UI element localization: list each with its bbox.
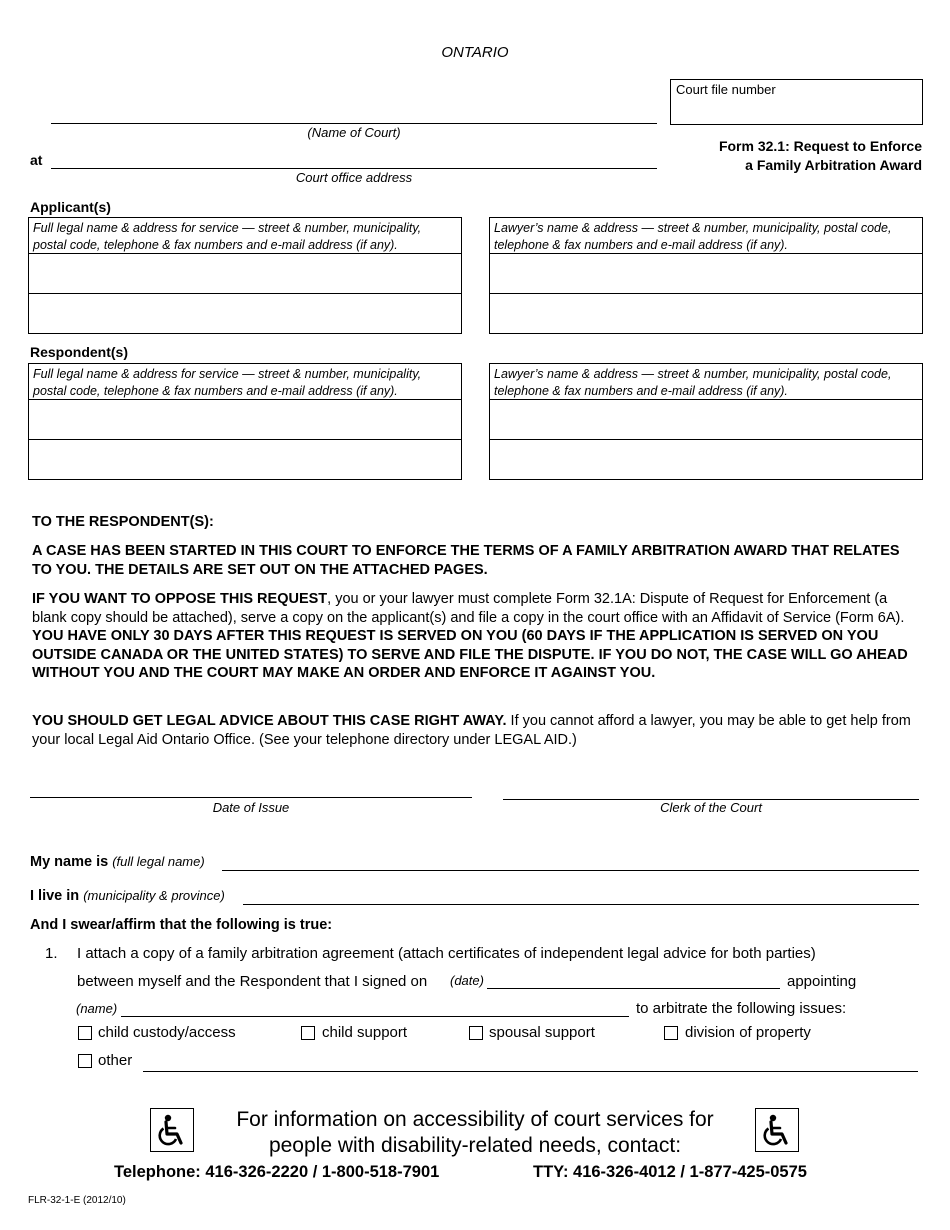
applicant-info-box[interactable]: [28, 217, 462, 334]
to-arbitrate-label: to arbitrate the following issues:: [636, 1000, 847, 1017]
applicant-lawyer-row[interactable]: [490, 294, 922, 333]
tty-numbers: TTY: 416-326-4012 / 1-877-425-0575: [533, 1163, 807, 1181]
applicant-lawyer-box[interactable]: [489, 217, 923, 334]
province-heading: ONTARIO: [441, 44, 509, 61]
live-in-hint: (municipality & province): [83, 888, 225, 903]
item-number: 1.: [45, 945, 58, 962]
form-title-line1: Form 32.1: Request to Enforce: [718, 138, 922, 154]
respondent-lawyer-row[interactable]: [490, 440, 922, 479]
child-custody-checkbox[interactable]: [78, 1026, 92, 1040]
date-hint: (date): [450, 973, 484, 988]
court-file-number-field[interactable]: [670, 79, 923, 125]
applicant-info-hint: Full legal name & address for service — street & number, municipality, postal code, telephone & fax numbers and e-mail address (if any).: [29, 218, 461, 254]
item1-line1: I attach a copy of a family arbitration agreement (attach certificates of independent legal advice for both parties): [77, 945, 816, 962]
spousal-support-label: spousal support: [489, 1024, 595, 1041]
telephone-numbers: Telephone: 416-326-2220 / 1-800-518-7901: [114, 1163, 440, 1181]
appointing-label: appointing: [787, 973, 857, 990]
division-of-property-label: division of property: [685, 1024, 811, 1041]
to-respondents-heading: TO THE RESPONDENT(S):: [32, 514, 214, 530]
applicant-lawyer-row[interactable]: [490, 254, 922, 294]
at-label: at: [30, 152, 43, 168]
form-title-line2: a Family Arbitration Award: [745, 157, 922, 173]
full-name-field[interactable]: [222, 870, 919, 871]
item1-line2: between myself and the Respondent that I signed on: [77, 973, 428, 990]
name-hint: (name): [76, 1001, 118, 1016]
agreement-date-field[interactable]: [487, 988, 780, 989]
child-support-checkbox[interactable]: [301, 1026, 315, 1040]
oppose-heading: IF YOU WANT TO OPPOSE THIS REQUEST: [32, 591, 328, 607]
child-custody-label: child custody/access: [98, 1024, 236, 1041]
live-in-bold: I live in: [30, 888, 80, 904]
live-in-label: [30, 888, 225, 904]
applicants-label: Applicant(s): [30, 199, 111, 215]
swear-affirm-heading: And I swear/affirm that the following is true:: [30, 917, 333, 933]
form-title: [719, 137, 922, 175]
date-of-issue-label: Date of Issue: [212, 800, 290, 815]
court-file-number-label: Court file number: [676, 82, 776, 97]
wheelchair-icon: [150, 1108, 194, 1152]
legal-advice-heading: YOU SHOULD GET LEGAL ADVICE ABOUT THIS CASE RIGHT AWAY.: [32, 713, 507, 729]
court-name-line[interactable]: [51, 123, 657, 124]
my-name-hint: (full legal name): [112, 854, 205, 869]
respondents-label: Respondent(s): [30, 344, 128, 360]
wheelchair-icon: [755, 1108, 799, 1152]
legal-advice-text: If you cannot afford a lawyer, you may be able to get help from your local Legal Aid Ontario Office. (See your telephone directory under LEGAL AID.): [32, 713, 911, 748]
clerk-label: Clerk of the Court: [660, 800, 762, 815]
accessibility-line2: people with disability-related needs, contact:: [268, 1134, 682, 1157]
arbitrator-name-field[interactable]: [121, 1016, 629, 1017]
form-code: FLR-32-1-E (2012/10): [28, 1195, 126, 1206]
municipality-field[interactable]: [243, 904, 919, 905]
respondent-info-hint: Full legal name & address for service — street & number, municipality, postal code, telephone & fax numbers and e-mail address (if any).: [29, 364, 461, 400]
accessibility-line1: For information on accessibility of court services for: [236, 1108, 714, 1131]
my-name-bold: My name is: [30, 854, 109, 870]
respondent-info-row[interactable]: [29, 440, 461, 479]
my-name-label: [30, 854, 205, 870]
oppose-deadline: YOU HAVE ONLY 30 DAYS AFTER THIS REQUEST IS SERVED ON YOU (60 DAYS IF THE APPLICATION IS SERVED ON YOU OUTSIDE CANADA OR THE UNITED STATES) TO SERVE AND FILE THE DISPUTE. IF YOU DO NOT, THE CASE WILL GO AHEAD WITHOUT YOU AND THE COURT MAY MAKE AN ORDER AND ENFORCE IT AGAINST YOU.: [32, 628, 908, 681]
court-name-label: (Name of Court): [307, 125, 401, 140]
applicant-lawyer-hint: Lawyer’s name & address — street & number, municipality, postal code, telephone & fax numbers and e-mail address (if any).: [490, 218, 922, 254]
other-label: other: [98, 1052, 133, 1069]
legal-advice-notice: [32, 712, 922, 749]
date-of-issue-line[interactable]: [30, 797, 472, 798]
spousal-support-checkbox[interactable]: [469, 1026, 483, 1040]
other-checkbox[interactable]: [78, 1054, 92, 1068]
respondent-lawyer-box[interactable]: [489, 363, 923, 480]
court-office-label: Court office address: [295, 170, 413, 185]
applicant-info-row[interactable]: [29, 294, 461, 333]
applicant-info-row[interactable]: [29, 254, 461, 294]
oppose-text: , you or your lawyer must complete Form 32.1A: Dispute of Request for Enforcement (a blank copy should be attached), serve a copy on the applicant(s) and file a copy in the court office with an Affidavit of Service (Form 6A).: [32, 591, 905, 626]
respondent-info-row[interactable]: [29, 400, 461, 440]
respondent-lawyer-row[interactable]: [490, 400, 922, 440]
other-issue-field[interactable]: [143, 1071, 918, 1072]
respondent-info-box[interactable]: [28, 363, 462, 480]
accessibility-info: [200, 1107, 750, 1159]
division-of-property-checkbox[interactable]: [664, 1026, 678, 1040]
respondent-lawyer-hint: Lawyer’s name & address — street & number, municipality, postal code, telephone & fax numbers and e-mail address (if any).: [490, 364, 922, 400]
court-office-line[interactable]: [51, 168, 657, 169]
child-support-label: child support: [322, 1024, 408, 1041]
case-started-notice: A CASE HAS BEEN STARTED IN THIS COURT TO ENFORCE THE TERMS OF A FAMILY ARBITRATION AWARD THAT RELATES TO YOU. THE DETAILS ARE SET OUT ON THE ATTACHED PAGES.: [32, 543, 900, 578]
oppose-notice: [32, 590, 922, 683]
